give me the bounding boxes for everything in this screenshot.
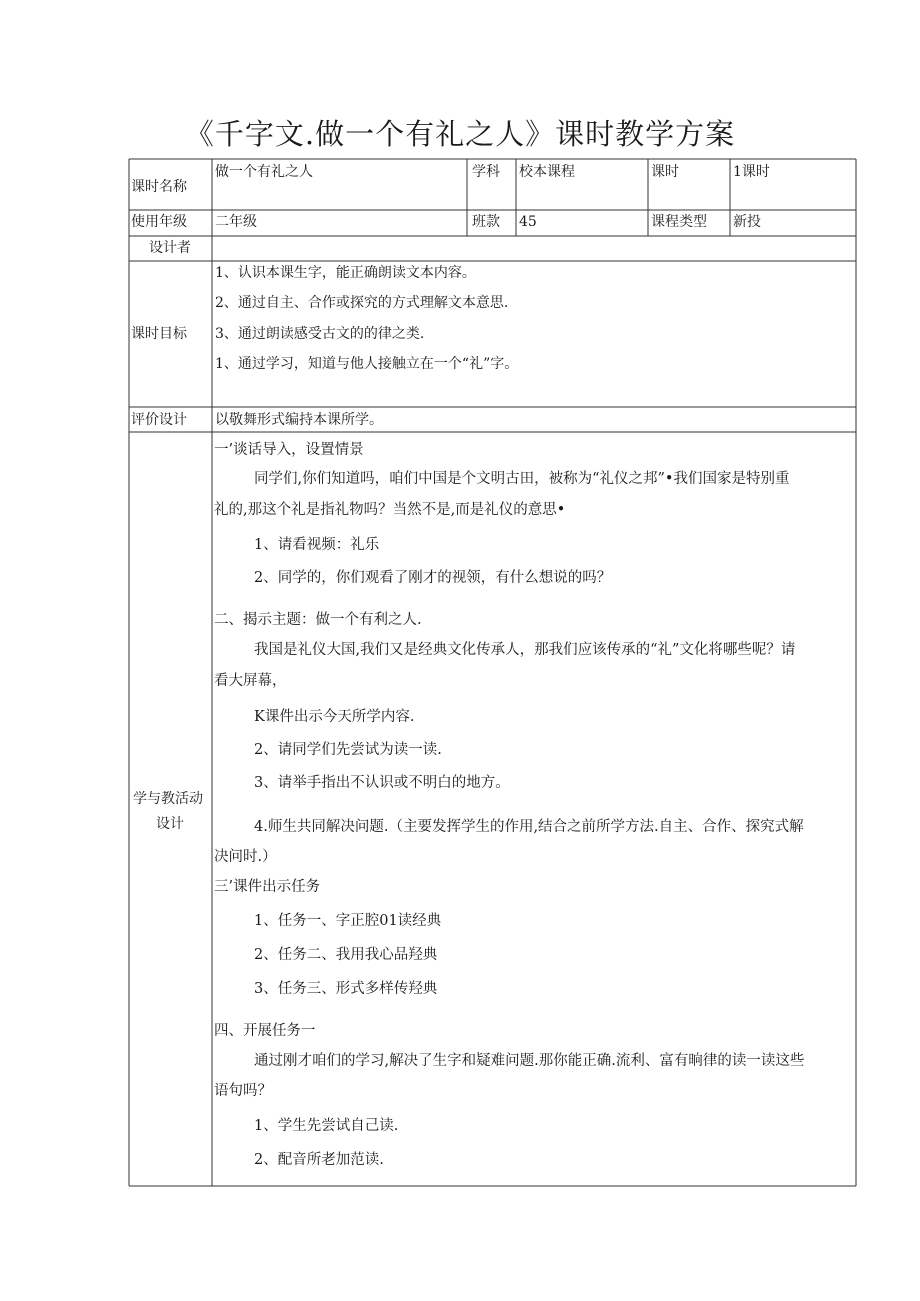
- evaluation-text: 以敬舞形式编持本课所学。: [215, 412, 383, 428]
- activity-line: 2、配音所老加范读.: [254, 1152, 384, 1168]
- goal-item: 1、通过学习，知道与他人接触立在一个“礼”字。: [215, 356, 519, 372]
- activity-line: 1、请看视频：礼乐: [254, 537, 380, 553]
- activity-line: 决问时.）: [214, 849, 277, 865]
- activity-line: 同学们,你们知道吗，咱们中国是个文明古田，被称为“礼仪之邦”•我们国家是特别重: [254, 471, 790, 487]
- page-title: 《千字文.做一个有礼之人》课时教学方案: [184, 117, 736, 151]
- activity-line: 2、请同学们先尝试为读一读.: [254, 742, 442, 758]
- activities-label-2: 设计: [156, 816, 184, 832]
- activity-line: 通过刚才咱们的学习,解决了生字和疑难问题.那你能正确.流利、富有晌律的读一读这些: [254, 1053, 805, 1069]
- activity-line: 1、任务一、字正腔01读经典: [254, 913, 442, 929]
- activity-line: 礼的,那这个礼是指礼物吗？当然不是,而是礼仪的意思•: [214, 502, 566, 518]
- activity-heading: 一’谈话导入，设置情景: [214, 442, 364, 458]
- goal-item: 1、认识本课生字，能正确朗读文本内容。: [215, 265, 476, 281]
- goal-item: 2、通过自主、合作或探究的方式理解文本意思.: [215, 295, 509, 311]
- activity-heading: 三’课件出示任务: [214, 879, 321, 895]
- evaluation-label: 评价设计: [131, 412, 187, 428]
- activity-line: 1、学生先尝试自己读.: [254, 1118, 399, 1134]
- grade-label: 使用年级: [131, 214, 187, 230]
- activity-heading: 二、揭示主题：做一个有利之人.: [214, 612, 422, 628]
- course-name-label: 课时名称: [131, 179, 187, 195]
- activity-line: 3、任务三、形式多样传羟典: [254, 981, 438, 997]
- activity-heading: 四、开展任务一: [214, 1023, 316, 1039]
- activity-line: 2、任务二、我用我心品羟典: [254, 947, 438, 963]
- designer-label: 设计者: [149, 240, 191, 256]
- class-size-value: 45: [519, 214, 537, 230]
- hours-label: 课时: [651, 164, 679, 180]
- activity-line: 2、同学的，你们观看了刚才的视领，有什么想说的吗？: [254, 570, 612, 586]
- activity-line: 语句吗？: [214, 1083, 272, 1099]
- activity-line: 3、请举手指出不认识或不明白的地方。: [254, 775, 510, 791]
- activity-line: 我国是礼仪大国,我们又是经典文化传承人，那我们应该传承的“礼”文化将哪些呢？请: [254, 642, 796, 658]
- subject-label: 学科: [472, 164, 500, 180]
- activity-line: K课件出示今天所学内容.: [254, 709, 415, 725]
- hours-value: 1课时: [733, 164, 770, 180]
- goal-item: 3、通过朗读感受古文的的律之类.: [215, 326, 425, 342]
- class-label: 班款: [472, 214, 500, 230]
- activity-line: 4.师生共同解决问题.（主要发挥学生的作用,结合之前所学方法.自主、合作、探究式解: [254, 819, 804, 835]
- grade-value: 二年级: [215, 214, 257, 230]
- activities-label: 学与教活动: [133, 791, 203, 807]
- subject-value: 校本课程: [519, 164, 575, 180]
- activity-line: 看大屏幕，: [214, 673, 287, 689]
- course-name-value: 做一个有礼之人: [215, 164, 313, 180]
- type-value: 新投: [733, 214, 761, 230]
- goals-label: 课时目标: [131, 326, 187, 342]
- type-label: 课程类型: [651, 214, 707, 230]
